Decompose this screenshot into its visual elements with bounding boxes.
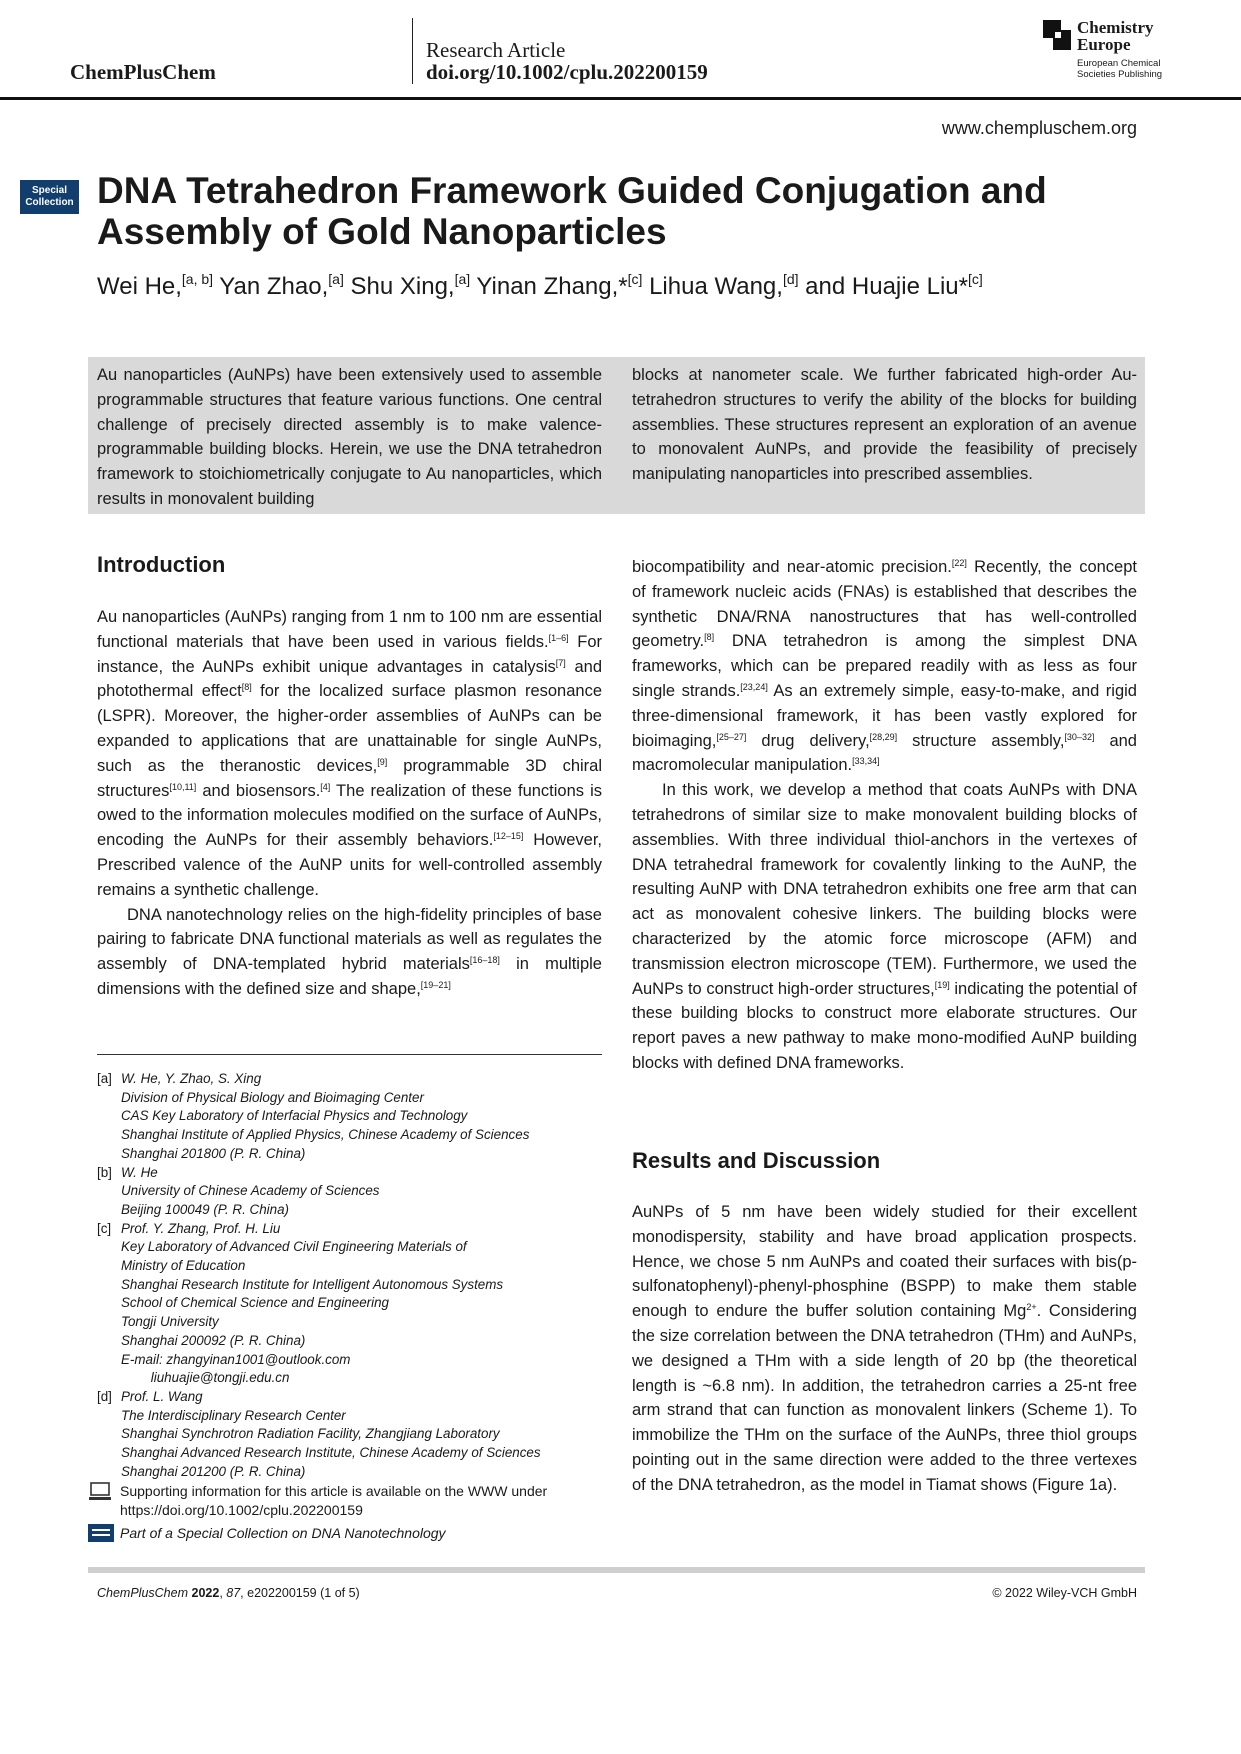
affiliation-line: School of Chemical Science and Engineering bbox=[121, 1295, 389, 1311]
header-rule bbox=[0, 97, 1241, 100]
author: Shu Xing,[a] bbox=[343, 271, 471, 300]
abstract-left-column: Au nanoparticles (AuNPs) have been extensively used to assemble programmable structures that feature various functions. One central challenge of precisely directed assembly is to make valence-programmable building blocks. Herein, we use the DNA tetrahedron framework to stoichiometrically conjugate to Au nanoparticles, which results in monovalent building bbox=[97, 366, 602, 508]
citation-ref[interactable]: [12–15] bbox=[493, 831, 524, 842]
affiliation-line: Key Laboratory of Advanced Civil Engineering Materials of bbox=[121, 1239, 467, 1255]
author-list bbox=[97, 273, 983, 301]
affiliation-rule bbox=[97, 1054, 602, 1055]
affiliation-entry bbox=[97, 1388, 617, 1482]
author-affiliation-mark: [c] bbox=[967, 271, 983, 287]
citation-ref[interactable]: [16–18] bbox=[469, 955, 500, 966]
affiliation-line: W. He bbox=[121, 1164, 158, 1180]
badge-line1: Special bbox=[31, 185, 68, 196]
journal-website-link[interactable]: www.chempluschem.org bbox=[941, 118, 1137, 138]
citation-ref[interactable]: [23,24] bbox=[740, 681, 768, 692]
affiliation-line: Shanghai 200092 (P. R. China) bbox=[121, 1332, 306, 1348]
intro-paragraph-1: Au nanoparticles (AuNPs) ranging from 1 nm to 100 nm are essential functional materials that have been used in various fields.[1–6] For instance, the AuNPs exhibit unique advantages in catalysis[7] and photothermal effect[8] for the localized surface plasmon resonance (LSPR). Moreover, the higher-order assemblies of AuNPs can be expanded to applications that are unattainable for single AuNPs, such as the theranostic devices,[9] programmable 3D chiral structures[10,11] and biosensors.[4] The realization of these functions is owed to the information molecules modified on the surface of AuNPs, encoding the AuNPs for their assembly behaviors.[12–15] However, Prescribed valence of the AuNP units for well-controlled assembly remains a synthetic challenge. bbox=[97, 608, 603, 899]
author-affiliation-mark: [d] bbox=[782, 271, 799, 287]
affiliation-line: Shanghai Institute of Applied Physics, Chinese Academy of Sciences bbox=[121, 1127, 530, 1143]
affiliation-line: Shanghai Research Institute for Intelligent Autonomous Systems bbox=[121, 1276, 504, 1292]
author: Yan Zhao,[a] bbox=[213, 271, 344, 300]
citation-ref[interactable]: [19–21] bbox=[420, 979, 451, 990]
citation-ref[interactable]: [19] bbox=[934, 979, 950, 990]
header-divider bbox=[412, 18, 413, 84]
citation-ref[interactable]: [9] bbox=[377, 756, 388, 767]
footer-year: 2022 bbox=[191, 1586, 220, 1600]
chemistry-europe-logo bbox=[1043, 18, 1193, 80]
affiliation-line: University of Chinese Academy of Sciences bbox=[121, 1183, 380, 1199]
intro-paragraph-3: biocompatibility and near-atomic precision.[22] Recently, the concept of framework nucleic acids (FNAs) is established that describes the synthetic DNA/RNA nanostructures that has well-controlled geometry.[8] DNA tetrahedron is among the simplest DNA frameworks, which can be prepared readily with as less as four single strands.[23,24] As an extremely simple, easy-to-make, and rigid three-dimensional framework, it has been vastly explored for bioimaging,[25–27] drug delivery,[28,29] structure assembly,[30–32] and macromolecular manipulation.[33,34] bbox=[632, 558, 1137, 775]
affiliation-lines bbox=[121, 1220, 503, 1388]
affiliation-line: Shanghai 201800 (P. R. China) bbox=[121, 1145, 306, 1161]
article-type: Research Article bbox=[426, 38, 566, 62]
footer-volume: 87 bbox=[226, 1586, 241, 1600]
affiliation-line: Shanghai Advanced Research Institute, Chinese Academy of Sciences bbox=[121, 1445, 541, 1461]
affiliation-line: Prof. Y. Zhang, Prof. H. Liu bbox=[121, 1220, 281, 1236]
journal-name: ChemPlusChem bbox=[70, 60, 216, 84]
affiliation-entry bbox=[97, 1220, 617, 1388]
citation-ref[interactable]: [8] bbox=[241, 682, 252, 693]
affiliation-line: Prof. L. Wang bbox=[121, 1388, 203, 1404]
results-column bbox=[632, 1200, 1137, 1498]
logo-mark-icon bbox=[1043, 20, 1071, 50]
abstract-right-column: blocks at nanometer scale. We further fabricated high-order Au-tetrahedron structures to verify the ability of the blocks for building assemblies. These structures represent an exploration of an avenue to monovalent AuNPs, and provide the feasibility of precisely manipulating nanoparticles into prescribed assemblies. bbox=[632, 366, 1137, 484]
affiliation-line: Shanghai 201200 (P. R. China) bbox=[121, 1463, 306, 1479]
supporting-info-note bbox=[88, 1482, 608, 1520]
introduction-right-column bbox=[632, 555, 1137, 1076]
special-collection-note bbox=[88, 1524, 608, 1547]
author: Yinan Zhang,*[c] bbox=[470, 271, 643, 300]
footer-copyright: © 2022 Wiley-VCH GmbH bbox=[992, 1586, 1137, 1600]
doi-link[interactable]: doi.org/10.1002/cplu.202200159 bbox=[426, 60, 708, 84]
affiliation-lines bbox=[121, 1388, 541, 1482]
citation-ref[interactable]: [4] bbox=[320, 781, 331, 792]
footer-rule bbox=[88, 1567, 1145, 1573]
citation-ref[interactable]: [25–27] bbox=[716, 731, 747, 742]
affiliation-line: CAS Key Laboratory of Interfacial Physics and Technology bbox=[121, 1108, 468, 1124]
footer-journal: ChemPlusChem bbox=[97, 1586, 189, 1600]
logo-name-line1: Chemistry bbox=[1077, 18, 1154, 37]
affiliation-line: W. He, Y. Zhao, S. Xing bbox=[121, 1071, 262, 1086]
affiliation-lines bbox=[121, 1164, 380, 1220]
affiliation-line: Ministry of Education bbox=[121, 1258, 246, 1274]
citation-ref[interactable]: [28,29] bbox=[869, 731, 898, 742]
citation-ref[interactable]: [30–32] bbox=[1064, 731, 1095, 742]
computer-icon bbox=[88, 1482, 120, 1520]
affiliation-line: E-mail: zhangyinan1001@outlook.com bbox=[121, 1351, 351, 1367]
affiliation-tag: [d] bbox=[97, 1388, 112, 1404]
special-collection-badge bbox=[20, 180, 79, 214]
intro-paragraph-4: In this work, we develop a method that coats AuNPs with DNA tetrahedrons of similar size to make monovalent building blocks of assemblies. With three individual thiol-anchors in the vertexes of DNA tetrahedral framework for covalently linking to the AuNP, the resulting AuNP with DNA tetrahedron exhibits one free arm that can act as monovalent cohesive linkers. The building blocks were characterized by the atomic force microscope (AFM) and transmission electron microscope (TEM). Furthermore, we used the AuNPs to construct high-order structures,[19] indicating the potential of these building blocks to construct more elaborate structures. Our report paves a new pathway to make mono-modified AuNP building blocks with defined DNA frameworks. bbox=[632, 781, 1137, 1072]
author-affiliation-mark: [c] bbox=[627, 271, 643, 287]
footer-citation: ChemPlusChem 2022, 87, e202200159 (1 of 5) bbox=[97, 1586, 360, 1600]
citation-ref[interactable]: [7] bbox=[555, 657, 566, 668]
special-collection-icon bbox=[88, 1524, 120, 1547]
author-affiliation-mark: [a] bbox=[328, 271, 344, 287]
affiliations-list bbox=[97, 1070, 617, 1481]
citation-ref[interactable]: [8] bbox=[704, 632, 715, 643]
citation-ref[interactable]: [22] bbox=[951, 558, 967, 568]
results-heading: Results and Discussion bbox=[632, 1148, 881, 1173]
citation-ref[interactable]: [33,34] bbox=[852, 756, 880, 767]
affiliation-tag: [c] bbox=[97, 1220, 112, 1236]
footer-pages: , e202200159 (1 of 5) bbox=[240, 1586, 360, 1600]
affiliation-line: Beijing 100049 (P. R. China) bbox=[121, 1201, 289, 1217]
affiliation-line: Division of Physical Biology and Bioimaging Center bbox=[121, 1089, 424, 1105]
affiliation-tag: [a] bbox=[97, 1071, 112, 1086]
affiliation-line: liuhuajie@tongji.edu.cn bbox=[121, 1370, 290, 1386]
article-title: DNA Tetrahedron Framework Guided Conjugation and Assembly of Gold Nanoparticles bbox=[97, 170, 1047, 252]
citation-ref[interactable]: [10,11] bbox=[169, 781, 197, 792]
citation-ref[interactable]: 2+ bbox=[1026, 1302, 1037, 1313]
special-collection-text: Part of a Special Collection on DNA Nanotechnology bbox=[120, 1525, 446, 1541]
affiliation-entry bbox=[97, 1164, 617, 1220]
author: Lihua Wang,[d] bbox=[642, 271, 799, 300]
results-paragraph-1: AuNPs of 5 nm have been widely studied for their excellent monodispersity, stability and have broad application prospects. Hence, we chose 5 nm AuNPs and coated their surfaces with bis(p-sulfonatophenyl)-phenyl-phosphine (BSPP) to make them stable enough to endure the buffer solution containing $Mg^{2+}$. Considering the size correlation between the DNA tetrahedron (THm) and AuNPs, we designed a THm with a side length of 20 bp (the theoretical length is ~6.8 nm). In addition, the tetrahedron carries a 25-nt free arm strand that can function as monovalent linkers (Scheme 1). To immobilize the THm on the surface of the AuNPs, three thiol groups pointing out in the same direction were added to the three vertexes of the DNA tetrahedron, as the model in Tiamat shows (Figure 1a). bbox=[632, 1203, 1137, 1494]
author-affiliation-mark: [a] bbox=[454, 271, 471, 287]
logo-name-line2: Europe bbox=[1077, 35, 1131, 54]
citation-ref[interactable]: [1–6] bbox=[548, 632, 569, 643]
introduction-left-column bbox=[97, 605, 602, 1002]
introduction-heading: Introduction bbox=[97, 552, 226, 577]
logo-subtitle-line2: Societies Publishing bbox=[1077, 69, 1163, 80]
affiliation-line: The Interdisciplinary Research Center bbox=[121, 1407, 346, 1423]
affiliation-lines bbox=[121, 1070, 529, 1164]
intro-paragraph-2: DNA nanotechnology relies on the high-fidelity principles of base pairing to fabricate DNA functional materials as well as regulates the assembly of DNA-templated hybrid materials[16–18] in multiple dimensions with the defined size and shape,[19–21] bbox=[97, 905, 602, 998]
logo-subtitle-line1: European Chemical bbox=[1077, 58, 1161, 69]
supporting-info-text: Supporting information for this article is available on the WWW under https://doi.org/10.1002/cplu.202200159 bbox=[120, 1483, 548, 1518]
author-affiliation-mark: [a, b] bbox=[181, 271, 214, 287]
affiliation-tag: [b] bbox=[97, 1164, 112, 1180]
author: and Huajie Liu*[c] bbox=[798, 271, 983, 300]
affiliation-entry bbox=[97, 1070, 617, 1164]
author: Wei He,[a, b] bbox=[97, 271, 214, 300]
badge-line2: Collection bbox=[25, 197, 74, 208]
affiliation-line: Shanghai Synchrotron Radiation Facility, Zhangjiang Laboratory bbox=[121, 1426, 500, 1442]
affiliation-line: Tongji University bbox=[121, 1314, 219, 1330]
